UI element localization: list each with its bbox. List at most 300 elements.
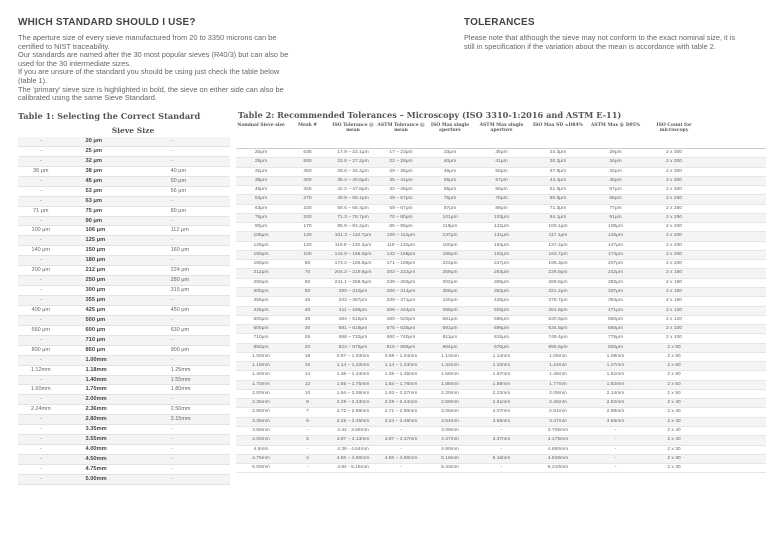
table-cell: 1.40mm <box>252 372 270 378</box>
table-row <box>18 395 230 405</box>
column-header: Mesh # <box>298 123 317 128</box>
table-cell: 2.61mm <box>492 400 511 406</box>
table-cell: 2 x 80 <box>667 353 681 359</box>
table-cell: 140 <box>303 233 312 239</box>
table-cell: 144.0 – 156.0μm <box>334 251 372 257</box>
table-cell: 37.9μm <box>549 168 567 174</box>
lower-sieve-size: - <box>39 257 42 264</box>
table-row <box>18 217 230 227</box>
table-cell: 5.16mm <box>492 455 511 461</box>
table-cell: 695μm <box>493 326 510 332</box>
table-cell: 2 x 100 <box>665 326 683 332</box>
upper-sieve-size: 900 μm <box>170 346 190 353</box>
table-row <box>18 266 230 276</box>
table-row <box>18 197 230 207</box>
table-cell: 32μm <box>254 168 268 174</box>
table-cell: 63μm <box>254 205 268 211</box>
table-cell: 2 x 30 <box>667 455 681 461</box>
lower-sieve-size: 1.12mm <box>30 366 51 373</box>
table-cell: 3.55mm <box>606 418 625 424</box>
table-cell: - <box>500 427 503 433</box>
primary-sieve-size: 300 μm <box>85 287 106 294</box>
table-cell: 5.00mm <box>252 465 270 471</box>
table-cell: 2 x 80 <box>667 363 681 369</box>
table-cell: 691μm <box>442 326 458 332</box>
column-header: Nominal Sieve size <box>237 123 285 128</box>
table-cell: 65μm <box>443 187 457 193</box>
table-cell: 171 – 189μm <box>386 261 416 267</box>
table-cell: 238 – 262μm <box>386 279 416 285</box>
primary-sieve-size: 600 μm <box>85 326 106 333</box>
table-cell: 339 – 371μm <box>386 298 416 304</box>
primary-sieve-size: 3.55mm <box>85 436 107 443</box>
table-cell: 1.33mm <box>492 363 511 369</box>
lower-sieve-size: - <box>39 426 42 433</box>
table-row <box>236 316 766 325</box>
table-cell: 4.00mm <box>252 437 270 443</box>
table-row <box>236 251 766 260</box>
table-cell: 394μm <box>607 298 624 304</box>
table-cell: 66μm <box>495 187 508 193</box>
table-cell: 53μm <box>254 196 268 202</box>
table-cell: 70 – 80μm <box>389 214 413 220</box>
table-cell: 259μm <box>442 270 458 276</box>
primary-sieve-size: 850 μm <box>85 346 106 353</box>
table-cell: 3.35mm <box>252 418 270 424</box>
table-cell: 207μm <box>607 261 624 267</box>
table-cell: 4.36 - 4.64mm <box>337 446 369 452</box>
column-header: ISO Max SD =D84% <box>533 123 583 128</box>
table1-title: Table 1: Selecting the Correct Standard <box>18 111 201 121</box>
table-cell: 42 – 48μm <box>389 187 413 193</box>
table-cell: 451.8μm <box>548 307 568 313</box>
table-cell: 895.6μm <box>548 344 568 350</box>
table-cell: 2 x 50 <box>667 381 681 387</box>
table-cell: 634.8μm <box>548 326 568 332</box>
table-row <box>18 276 230 286</box>
table-cell: - <box>500 465 503 471</box>
table-row <box>236 353 766 362</box>
primary-sieve-size: 4.50mm <box>85 456 107 462</box>
upper-sieve-size: 315 μm <box>170 287 190 294</box>
table-cell: 270 <box>303 196 312 202</box>
table-row <box>18 376 230 386</box>
table-cell: 1.14mm <box>492 353 511 359</box>
table-cell: 302μm <box>442 279 458 285</box>
table-row <box>236 205 766 214</box>
table-cell: 142 – 158μm <box>386 251 416 257</box>
table-cell: 2.45mm <box>549 400 567 406</box>
column-header: ISO Max single aperture <box>430 123 470 134</box>
table-cell: 1.13mm <box>441 353 459 359</box>
table-cell: 3.07mm <box>492 409 511 415</box>
table-cell: 16 <box>304 363 311 369</box>
table-cell: 35 – 41μm <box>389 177 413 183</box>
table-cell: 7 <box>306 409 309 415</box>
table-cell: 2 x 250 <box>665 196 683 202</box>
table-row <box>18 236 230 246</box>
upper-sieve-size: - <box>170 257 173 264</box>
upper-sieve-size: 1.55mm <box>170 376 191 383</box>
table-cell: 585μm <box>493 316 510 322</box>
table-cell: 35 <box>304 316 311 322</box>
table-row <box>236 390 766 399</box>
upper-sieve-size: - <box>170 157 173 164</box>
table-cell: 4.949mm <box>547 455 569 461</box>
table-cell: 100 – 112μm <box>386 233 416 239</box>
table-cell: 24.3μm <box>549 150 567 155</box>
table-cell: 1.56mm <box>441 372 459 378</box>
primary-sieve-size: 125 μm <box>85 237 106 244</box>
primary-sieve-size: 1.00mm <box>85 356 107 363</box>
intro-paragraph: Our standards are named after the 30 most popular sieves (R40/3) but can also be used for the 30 intermediate sizes. <box>18 50 289 68</box>
table-row <box>18 296 230 306</box>
table-cell: 1.82mm <box>606 381 625 387</box>
table-cell: 2 x 40 <box>667 418 681 424</box>
table-cell: 241.1 – 258.9μm <box>334 279 372 285</box>
table-cell: 2 x 80 <box>667 344 681 350</box>
table-row <box>236 232 766 241</box>
lower-sieve-size: - <box>39 376 42 383</box>
table-row <box>236 279 766 288</box>
table-cell: 3.55mm <box>252 427 270 433</box>
table-cell: 4.90mm <box>441 446 459 452</box>
table-cell: 202 – 222μm <box>386 270 416 276</box>
table-cell: 2 x 100 <box>665 335 683 341</box>
table-cell: 188μm <box>442 251 458 257</box>
table-cell: 60 <box>304 279 311 285</box>
table-cell: 45 <box>304 298 311 304</box>
lower-sieve-size: - <box>39 187 42 194</box>
upper-sieve-size: 450 μm <box>170 306 190 313</box>
table-cell: 119μm <box>442 224 458 230</box>
table-row <box>18 366 230 376</box>
table-cell: 2 x 300 <box>665 177 683 183</box>
table-cell: 173.2 – 186.8μm <box>334 261 372 267</box>
lower-sieve-size: 800 μm <box>31 346 50 353</box>
table-cell: 163μm <box>493 242 510 248</box>
lower-sieve-size: - <box>39 356 42 363</box>
table-cell: 850μm <box>253 344 269 350</box>
table-cell: 56μm <box>443 177 457 183</box>
table-cell: 10 <box>304 390 311 396</box>
table-cell: 30.3μm <box>549 159 567 165</box>
primary-sieve-size: 425 μm <box>85 306 106 313</box>
upper-sieve-size: - <box>170 197 173 204</box>
table-cell: 2 x 200 <box>665 251 683 257</box>
table-row <box>236 464 766 473</box>
table-cell: 425μm <box>493 298 510 304</box>
table-row <box>18 415 230 425</box>
table-cell: 163.7μm <box>548 251 568 257</box>
table-cell: 2 x 120 <box>665 307 683 313</box>
table-cell: 12 <box>304 381 311 387</box>
table-cell: 34μm <box>609 159 622 165</box>
upper-sieve-size: - <box>170 147 173 154</box>
table-cell: 49.9 – 56.1μm <box>337 196 369 202</box>
tolerances-text: Please note that although the sieve may not conform to the exact nominal size, it is still in specification if the variation about the mean is accordance with table 2. <box>464 33 736 51</box>
table-row <box>18 405 230 415</box>
table-row <box>18 475 230 485</box>
table-cell: 91μm <box>609 214 622 220</box>
table-cell: 40μm <box>443 159 457 165</box>
table-row <box>236 214 766 223</box>
upper-sieve-size: 80 μm <box>170 207 187 214</box>
primary-sieve-size: 5.00mm <box>85 475 107 482</box>
table-cell: 4 <box>306 455 309 461</box>
table-cell: 90μm <box>254 224 268 230</box>
table-cell: 2 x 250 <box>665 205 683 211</box>
table-row <box>236 242 766 251</box>
tolerance-table-header <box>236 123 766 149</box>
table-cell: 40 <box>304 307 311 313</box>
lower-sieve-size: - <box>39 237 42 244</box>
primary-sieve-size: 355 μm <box>85 297 106 303</box>
table-row <box>18 167 230 177</box>
lower-sieve-size: 100 μm <box>31 227 50 234</box>
table-cell: 60.6μm <box>549 196 567 202</box>
primary-sieve-size: 32 μm <box>85 157 102 164</box>
primary-sieve-size: 710 μm <box>85 336 106 343</box>
table-cell: 141μm <box>493 233 510 239</box>
table-row <box>236 334 766 343</box>
upper-sieve-size: - <box>170 475 173 482</box>
table-cell: 2.98mm <box>606 409 625 415</box>
table-cell: 1.24mm <box>549 363 567 369</box>
table-cell: - <box>400 446 402 452</box>
table-cell: 2.22mm <box>492 390 511 396</box>
upper-sieve-size: - <box>170 396 173 403</box>
table-cell: 1.77mm <box>549 381 567 387</box>
lower-sieve-size: - <box>39 336 42 343</box>
table-cell: 815 – 885μm <box>386 344 416 350</box>
table-cell: 22 – 28μm <box>389 159 413 165</box>
table-cell: 964μm <box>442 344 458 350</box>
table-cell: 815μm <box>493 335 510 341</box>
table-cell: 2.14mm <box>606 390 625 396</box>
column-header: ISO Tolerance @ mean <box>332 123 374 134</box>
table-cell: - <box>614 455 617 461</box>
table-cell: 18 <box>304 353 311 359</box>
table-row <box>18 356 230 366</box>
lower-sieve-size: - <box>39 297 42 303</box>
table-cell: 263μm <box>493 270 510 276</box>
table-cell: 25μm <box>254 159 268 165</box>
upper-sieve-size: - <box>170 446 173 453</box>
table-cell: 2.72 – 2.88mm <box>336 409 370 415</box>
table-cell: - <box>400 465 402 471</box>
table-row <box>18 455 230 465</box>
table-cell: 581μm <box>442 316 458 322</box>
table-row <box>236 186 766 195</box>
table-cell: 321.2μm <box>548 288 568 294</box>
tolerance-table <box>236 123 766 473</box>
primary-sieve-size: 1.70mm <box>85 386 107 393</box>
table-cell: 227μm <box>493 261 510 267</box>
table-cell: 212μm <box>253 270 269 276</box>
table-cell: 51.9μm <box>549 187 567 193</box>
lower-sieve-size: - <box>39 475 42 482</box>
table-cell: 2 x 200 <box>665 224 683 230</box>
table-cell: 484 – 516μm <box>338 316 368 322</box>
upper-sieve-size: 224 μm <box>170 267 190 274</box>
upper-sieve-size: 56 μm <box>170 187 187 194</box>
table-cell: 1.64 – 1.76mm <box>384 381 418 387</box>
table-row <box>18 157 230 167</box>
primary-sieve-size: 2.00mm <box>85 396 107 403</box>
table-row <box>236 149 766 158</box>
table-cell: 1.08mm <box>606 353 625 359</box>
table-cell: 2 x 30 <box>667 437 681 443</box>
lower-sieve-size: - <box>39 396 42 403</box>
primary-sieve-size: 1.18mm <box>85 366 107 373</box>
table-cell: 1.36 – 1.44mm <box>336 372 370 378</box>
lower-sieve-size: 71 μm <box>33 207 49 214</box>
table-cell: 5.43mm <box>441 465 459 471</box>
table-cell: 2 x 300 <box>665 168 683 174</box>
table-row <box>18 226 230 236</box>
table-cell: 57μm <box>495 177 508 183</box>
table-row <box>236 177 766 186</box>
table-cell: 25 <box>304 335 311 341</box>
table-cell: 2.00mm <box>252 390 270 396</box>
table-cell: 480 – 520μm <box>386 316 416 322</box>
table-cell: 811μm <box>442 335 458 341</box>
table-cell: 502μm <box>493 307 510 313</box>
table-cell: 2 x 30 <box>667 446 681 452</box>
table-cell: 2 x 300 <box>665 187 683 193</box>
table-cell: 824 – 876μm <box>338 344 368 350</box>
table-row <box>236 223 766 232</box>
upper-sieve-size: 1.25mm <box>170 366 191 373</box>
table-cell: 498μm <box>442 307 458 313</box>
table-cell: 337μm <box>607 288 624 294</box>
table-cell: 44.4μm <box>549 177 567 183</box>
table-row <box>18 286 230 296</box>
table-row <box>18 187 230 197</box>
table-cell: - <box>400 427 402 433</box>
table-cell: 29 – 35μm <box>389 168 413 174</box>
table-row <box>236 436 766 445</box>
lower-sieve-size: - <box>39 277 42 284</box>
table-cell: 2.59mm <box>441 400 459 406</box>
table-cell: 57μm <box>609 187 622 193</box>
table-cell: 343 – 367μm <box>338 298 368 304</box>
table-cell: 195.3μm <box>548 261 568 267</box>
table-cell: 66μm <box>609 196 622 202</box>
table-cell: 89μm <box>495 205 508 211</box>
table-cell: 300μm <box>253 288 269 294</box>
table-cell: 137.2μm <box>548 242 568 248</box>
table-row <box>18 256 230 266</box>
table-cell: 71.3μm <box>549 205 567 211</box>
table-cell: 581 – 619μm <box>338 326 368 332</box>
table-cell: 400 <box>303 177 312 183</box>
primary-sieve-size: 75 μm <box>85 207 102 214</box>
table-cell: 3.44 - 3.66mm <box>337 427 369 433</box>
table-row <box>236 260 766 269</box>
table-cell: 30 <box>304 326 311 332</box>
table-cell: 2 x 40 <box>667 400 681 406</box>
lower-sieve-size: - <box>39 138 42 144</box>
table-cell: 29.6 – 34.4μm <box>337 168 369 174</box>
table-row <box>236 158 766 167</box>
table-cell: 550μm <box>607 316 624 322</box>
tolerance-table-body <box>236 149 766 473</box>
table-cell: 49 – 57μm <box>389 196 413 202</box>
table-cell: 660μm <box>607 326 624 332</box>
table-cell: 1.27mm <box>606 363 625 369</box>
table-row <box>18 435 230 445</box>
table-cell: 2.29 – 2.43mm <box>336 400 370 406</box>
table-row <box>236 362 766 371</box>
upper-sieve-size: 280 μm <box>170 277 190 284</box>
upper-sieve-size: 2.50mm <box>170 406 191 413</box>
primary-sieve-size: 2.36mm <box>85 406 107 413</box>
table-cell: 0.97 – 1.03mm <box>336 353 370 359</box>
table-cell: 71.3 – 78.7μm <box>337 214 369 220</box>
table-cell: 5 <box>306 437 309 443</box>
table-cell: 325 <box>303 187 312 193</box>
lower-sieve-size: - <box>39 147 42 154</box>
sieve-size-table <box>18 124 230 485</box>
table-cell: 4.37mm <box>492 437 511 443</box>
table-cell: 59 – 67μm <box>389 205 413 211</box>
table-cell: 101μm <box>442 214 458 220</box>
table-cell: 80 <box>304 261 311 267</box>
lower-sieve-size: 140 μm <box>31 247 50 254</box>
table-row <box>18 137 230 147</box>
table-row <box>236 325 766 334</box>
table-cell: 2 x 250 <box>665 214 683 220</box>
table-cell: 2 x 160 <box>665 270 683 276</box>
table-cell: 242μm <box>607 270 624 276</box>
upper-sieve-size: - <box>170 316 173 323</box>
table-row <box>18 445 230 455</box>
sieve-size-table-body <box>18 137 230 485</box>
table-cell: 575 – 625μm <box>386 326 416 332</box>
table-cell: 192μm <box>493 251 510 257</box>
table-row <box>236 408 766 417</box>
table-row <box>18 336 230 346</box>
primary-sieve-size: 53 μm <box>85 187 102 194</box>
table-cell: 108μm <box>607 224 624 230</box>
table-cell: 4.75mm <box>252 455 270 461</box>
table-cell: 103μm <box>493 214 510 220</box>
table-cell: 84.1μm <box>549 214 567 220</box>
table-cell: - <box>500 446 503 452</box>
table-cell: 0.98 – 1.04mm <box>384 353 418 359</box>
table-cell: 20μm <box>254 150 268 155</box>
table-cell: 378.7μm <box>548 298 568 304</box>
table-cell: 77μm <box>609 205 622 211</box>
table-cell: 290 – 310μm <box>338 288 368 294</box>
table-row <box>236 297 766 306</box>
table-cell: 268.8μm <box>548 279 568 285</box>
table-row <box>236 381 766 390</box>
table-row <box>236 168 766 177</box>
table-cell: 1.57mm <box>492 372 511 378</box>
table-cell: 70 <box>304 270 311 276</box>
table-cell: - <box>614 437 617 443</box>
table-cell: 223μm <box>442 261 458 267</box>
table-cell: 35μm <box>495 150 508 155</box>
upper-sieve-size: 50 μm <box>170 177 187 184</box>
upper-sieve-size: - <box>170 336 173 343</box>
table-cell: 4.60 – 4.90mm <box>384 455 418 461</box>
upper-sieve-size: 1.80mm <box>170 386 191 393</box>
primary-sieve-size: 38 μm <box>85 167 102 174</box>
